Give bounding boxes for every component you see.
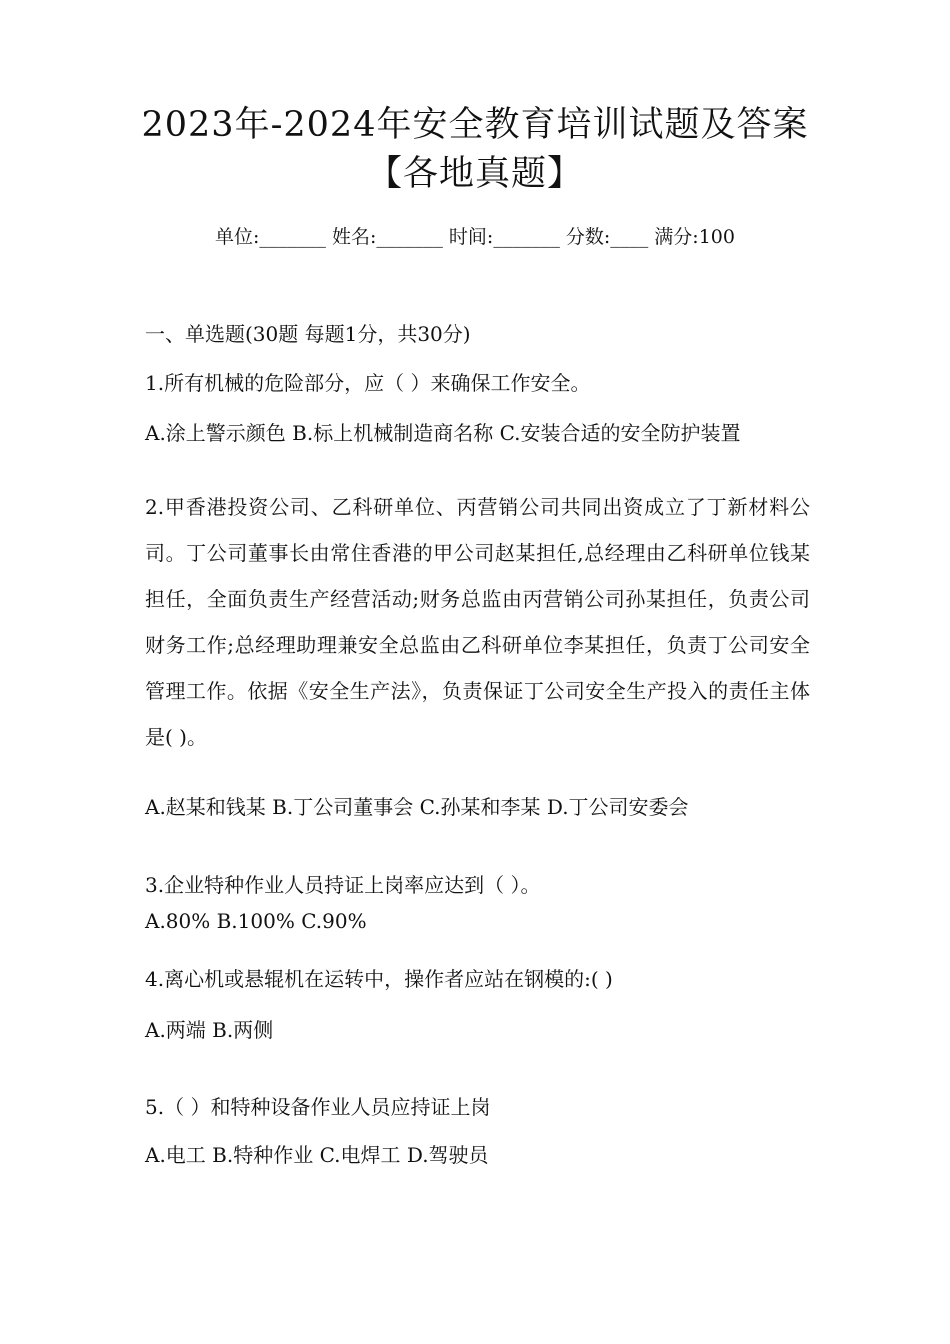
question-4-stem: 4.离心机或悬辊机在运转中，操作者应站在钢模的:( ) [145,967,613,991]
question-4-options: A.两端 B.两侧 [145,1018,274,1042]
section-heading: 一、单选题(30题 每题1分，共30分) [145,322,471,346]
question-1-options: A.涂上警示颜色 B.标上机械制造商名称 C.安装合适的安全防护装置 [145,421,741,445]
question-1-stem: 1.所有机械的危险部分，应（ ）来确保工作安全。 [145,371,591,395]
question-2-options: A.赵某和钱某 B.丁公司董事会 C.孙某和李某 D.丁公司安委会 [145,795,689,819]
exam-info-line: 单位:_______ 姓名:_______ 时间:_______ 分数:____ 满分:100 [215,226,735,248]
question-5-options: A.电工 B.特种作业 C.电焊工 D.驾驶员 [145,1143,489,1167]
question-5-stem: 5.（ ）和特种设备作业人员应持证上岗 [145,1095,491,1119]
document-subtitle: 【各地真题】 [366,154,583,194]
question-3-options: A.80% B.100% C.90% [145,909,367,933]
document-title: 2023年-2024年安全教育培训试题及答案 [141,105,809,145]
question-3-stem: 3.企业特种作业人员持证上岗率应达到（ ）。 [145,873,541,897]
question-2-stem: 2.甲香港投资公司、乙科研单位、丙营销公司共同出资成立了丁新材料公司。丁公司董事长由常住香港的甲公司赵某担任,总经理由乙科研单位钱某担任，全面负责生产经营活动;财务总监由丙营销公司孙某担任，负责公司财务工作;总经理助理兼安全总监由乙科研单位李某担任，负责丁公司安全管理工作。依据《安全生产法》，负责保证丁公司安全生产投入的责任主体是( )。 [145,495,810,749]
